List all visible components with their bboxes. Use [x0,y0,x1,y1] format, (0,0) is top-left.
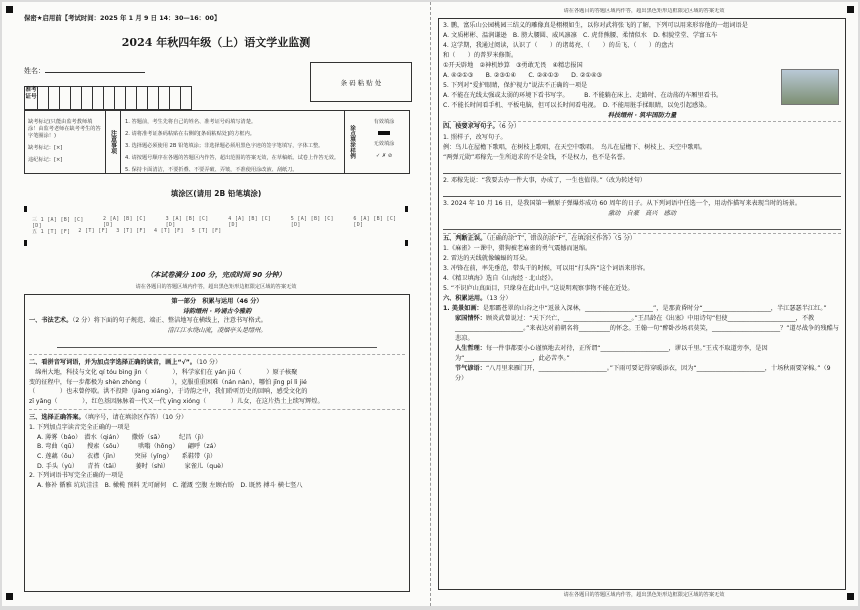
q3-1-option: C. 莲藕（ōu） 衣襟（jīn） 突屏（yǐng） 系鞋带（jì） [37,452,217,460]
q5-item: 1.《麻雀》一课中，猎狗被老麻雀的勇气震撼而退缩。 [443,244,592,252]
q3-5-option: A. 不能在光线太强或太弱的环境下看书写字。 B. 不能躺在床上、走路时、在动荡的车厢里看书。 [443,92,723,100]
q3-4-stem: 4. 这学期，我通过阅读，认识了（ ）的诸葛亮、（ ）的岳飞、（ ）的盘古 [443,42,674,50]
confidential-note: 保密★启用前【考试时间：2025 年 1 月 9 日 14：30—16：00】 [24,14,221,22]
choice-bubble-group[interactable] [291,216,346,229]
exam-id-cell[interactable] [126,86,137,110]
exam-id-grid[interactable] [24,86,192,110]
judge-bubble-group[interactable] [154,228,184,235]
judge-bubble-group[interactable] [32,228,70,235]
q6-2-text[interactable]: 顾炎武曾说过：“天下兴亡，______________________。”王昌龄在《出塞》中用诗句“但使______________________，不教______________________。”来表达对前朝名将__________的怀念。王翰一句“醉卧沙场君莫笑，______________________？”道尽战争的残酷与悲凉。 [455,315,839,343]
judge-bubble-group[interactable] [192,228,222,235]
notice-list [121,111,344,173]
judge-bubbles[interactable]: [T] [F] [47,229,71,235]
q5-text: （正确的涂“T”，错误的涂“F”，在填涂区作答）（5 分） [486,234,636,242]
q3-2-stem: 2. 下列词语书写完全正确的一项是 [29,472,124,480]
exam-id-cell[interactable] [170,86,181,110]
right-page [438,8,850,600]
notice-item: 5. 保持卡面清洁，不要折叠、不要弄破、弄皱，不准使用涂改液、刮纸刀。 [125,166,298,173]
q4-1-text: “两弹元勋”邓稼先一生所追求的不是金钱，不是权力，也不是名誉。 [443,153,629,161]
q4-title: 四、按要求写句子。 [443,123,499,131]
notice-item: 3. 选择题必须使用 2B 铅笔填涂；非选择题必须用黑色字迹的签字笔填写，字体工整。 [125,143,324,150]
exam-id-cell[interactable] [137,86,148,110]
judge-number: 3 [116,228,120,234]
exam-id-cell[interactable] [148,86,159,110]
fill-area[interactable] [24,204,408,248]
q3-1-options [29,433,405,471]
timing-mark [405,240,408,246]
q6-title: 六、积累运用。 [443,295,487,303]
choice-number: 4 [228,216,232,222]
q1-title: 一、书法艺术。 [29,317,73,325]
q4-1-example: 例：鸟儿在屋檐下歌唱，在树枝上歌唱，在天空中歌唱。 鸟儿在屋檐下、树枝上、天空中歌唱。 [443,143,706,151]
notice-item: 2. 请将准考证条码粘贴在右侧的[条码粘贴处]的方框内。 [125,131,255,138]
q5-item: 3. 冲锋在前，率先垂范，带头干的时候，可以用“打头阵”这个词语来形容。 [443,264,650,272]
exam-id-cell[interactable] [93,86,104,110]
bottom-note: 请在各题目的答题区域内作答，超出黑色矩形边框限定区域的答案无效 [563,592,725,598]
notice-item: 1. 答题前，考生先将自己的姓名、准考证号码填写清楚。 [125,119,257,126]
q3-1-option: B. 弯曲（qū） 搜索（sōu） 哄嗡（hōng） 翩呼（zá） [37,443,220,451]
q3-text: （填序号，请在填涂区作答）（10 分） [84,414,188,422]
answer-region-left [24,294,410,592]
part1-subtitle: 诗韵缙州 · 吟诵古今雅韵 [182,307,252,315]
q2-passage[interactable] [29,368,405,406]
q2-passage-line[interactable]: （ ）也未曾停歇。洪不投降（jiàng xiáng），于诗韵之中，我们聆听历史的回响，感受文化的 [29,388,308,396]
judge-bubbles[interactable]: [T] [F] [198,228,222,234]
judge-number: 5 [191,228,196,234]
answer-region-right [438,18,846,590]
notice-title: 注意事项 [106,111,121,173]
exam-id-cell[interactable] [104,86,115,110]
judge-bubble-row[interactable] [32,228,222,235]
section-subtitle: 科技缙州 · 筑牢国防力量 [607,112,677,120]
q4-3-answer-line[interactable] [443,221,841,230]
notice-item: 4. 请按题号顺序在各题的答题区内作答，超出范围的答案无效，在草稿纸、试卷上作答无效。 [125,155,340,161]
name-field[interactable] [24,66,145,76]
q3-4-options: A. ④②①③ B. ②③①④ C. ②④①③ D. ②①④③ [443,72,603,80]
q3-4-traits: ①开天辟地 ②神机妙算 ③勇敢无畏 ④精忠报国 [443,62,583,70]
choice-bubbles[interactable]: [A] [B] [C] [D] [165,216,209,228]
q2-title: 二、看拼音写词语，并为加点字选择正确的读音，画上“√”。 [29,359,196,367]
choice-bubbles[interactable]: [A] [B] [C] [D] [32,217,84,229]
choice-number: 3 [165,216,169,222]
choice-number: 6 [353,216,357,222]
exam-id-cell[interactable] [71,86,82,110]
q5-item: 5. “不识庐山真面目，只缘身在此山中。”这说明观察事物不能在近处。 [443,285,634,293]
answer-sheet [2,2,858,606]
timing-mark [24,206,27,212]
missing-mark[interactable]: 缺考标记：[×] [28,145,63,152]
q3-2-options: A. 修补 循雅 坑坑洼洼 B. 橄榄 预料 无可耐何 C. 灌溉 空腹 左顾右盼 D. 既然 搏斗 横七竖八 [37,481,303,489]
q5-items [443,244,841,294]
q4-1-stem: 1. 照样子，改写句子。 [443,133,507,141]
judge-number: 2 [78,228,82,234]
choice-number: 三 1 [32,217,44,223]
part1-title: 第一部分 积累与运用（46 分） [171,298,263,305]
judge-number: 4 [154,228,158,234]
judge-bubbles[interactable]: [T] [F] [160,228,184,234]
exam-id-cell[interactable] [115,86,126,110]
q6-1-text[interactable]: 是那霸苍翠的山谷之中“返景入深林，______________________”，是那黄昏时分“______________________，半江瑟瑟半江红。” [482,305,827,313]
q2-passage-line[interactable]: 变的征程中，每一步都极为 shèn zhòng（ ），克服重重困难（nán nàn），哪怕 jīng pí lì jié [29,378,307,386]
judge-number: 五 1 [32,229,44,235]
q5-item: 2. 雷达的天线就像蝙蝠的耳朵。 [443,254,532,262]
q4-score: （6 分） [498,123,521,131]
q3-4-stem-b: 和（ ）的普罗米修斯。 [443,52,518,60]
exam-id-cell[interactable] [82,86,93,110]
q6-4-text[interactable]: “八月里来雁门开，______________________。”下雨可要记得穿暖添衣，因为“______________________，十场秋雨要穿棉。”（9 分） [455,365,831,383]
judge-bubbles[interactable]: [T] [F] [122,228,146,234]
q3-title: 三、选择正确答案。 [29,414,85,422]
filled-bubble-icon [378,131,390,135]
q3-1-option: A. 薄雾（báo） 潜水（qián） 撒娇（sā） 纪昌（jì） [37,433,208,441]
q3-5-option: C. 不能长时间看手机、平板电脑，但可以长时间看电视。 D. 不能用脏手揉眼睛，以免引起感染。 [443,102,711,110]
q1-writing-line[interactable] [57,339,377,348]
barcode-area [310,62,412,102]
exam-id-cell[interactable] [49,86,60,110]
fill-example-panel [359,111,409,173]
violation-mark[interactable]: 违纪标记：[×] [28,157,63,164]
fill-invalid-label: 无效填涂 [373,141,395,148]
choice-bubbles[interactable]: [A] [B] [C] [D] [290,216,334,228]
choice-bubbles[interactable]: [A] [B] [C] [D] [228,216,272,228]
missing-note: 缺考标记(只能由监考教师填涂！由监考老师在缺考考生的答字笔圈涂！) [28,119,101,139]
q3-1-stem: 1. 下列加点字读音完全正确的一项是 [29,424,130,432]
exam-info: （本试卷满分 100 分，完成时间 90 分钟） [146,271,286,279]
exam-id-cell[interactable] [159,86,170,110]
q6-3-text[interactable]: 每一件事都要小心谨慎地去对待，正所谓“______________________，谬以千里。”王戎不取道旁李，是因为“______________________，此必苦李。” [455,345,768,363]
q3-5-stem: 5. 下列对“爱护眼睛，保护视力”说法不正确的一项是 [443,82,588,90]
exam-id-cell[interactable] [38,86,49,110]
q6-1-label: 1. 美景如画： [443,305,483,313]
q4-3-words: 激动 自豪 高兴 感动 [607,209,677,217]
area-note: 请在各题目的答题区域内作答，超出黑色矩形边框限定区域的答案无效 [135,284,297,290]
q2-passage-line[interactable]: zī yǎng（ ），红色基因脉脉着一代又一代 yīng xióng（ ）儿女，在这片热土上续写辉煌。 [29,397,324,405]
instructions-block [24,110,410,174]
q6-3-label: 人生哲理： [455,345,486,353]
judge-bubbles[interactable]: [T] [F] [85,228,109,234]
q5-title: 五、判断正误。 [443,234,487,242]
invalid-bubbles-icon: ✓ ✗ ⊘ [375,153,393,160]
fill-valid-label: 有效填涂 [373,119,395,126]
exam-id-cell[interactable] [60,86,71,110]
exam-id-cell[interactable] [181,86,192,110]
q5-item: 4.《精卫填海》选自《山海经 · 北山经》。 [443,274,557,282]
q1-text: （2 分）将下面的句子规范、端正、整洁地写在横线上，注意书写格式。 [72,317,267,325]
q3-3-stem: 3. 鹏，富乐山公园桃园三结义的雕像真是栩栩如生，以你对武将张飞的了解，下列可以用来形容他的一组词语是 [443,22,748,29]
choice-bubbles[interactable]: [A] [B] [C] [D] [353,216,397,228]
barcode-label: 条 码 粘 贴 处 [340,78,382,87]
timing-mark [24,240,27,246]
left-page [10,8,422,600]
q2-score: （10 分） [195,359,222,367]
name-label: 姓名： [24,67,45,75]
q6-2-label: 家国情怀： [455,315,486,323]
exam-id-label: 准考证号 [24,86,38,110]
q4-2-stem: 2. 邓稼先说：“我要去办一件大事，办成了，一生也值得。”（改为转述句） [443,176,646,184]
q6-4-label: 节气谚语： [455,365,486,373]
top-note: 请在各题目的答题区域内作答，超出黑色矩形边框限定区域的答案无效 [563,8,725,14]
choice-number: 2 [102,216,107,222]
q4-2-answer-line[interactable] [443,188,841,197]
timing-mark [405,206,408,212]
q3-1-option: D. 手头（yù） 青苔（tāi） 萎时（shì） 家雀儿（què） [37,462,228,470]
page-fold-line [430,2,431,606]
q4-1-answer-line[interactable] [443,165,841,174]
missing-mark-panel [25,111,106,173]
q2-passage-line[interactable]: 绵州大地，科技与文化 qí tóu bìng jìn（ ），科学家们在 yán jiū（ ）原子核聚 [29,369,298,377]
q3-3-options: A. 文质彬彬、温润谦逊 B. 膀大腰圆、威风凛凛 C. 虎背熊腰、柔情似水 D. 相貌堂堂、学富五车 [443,32,718,40]
q6-score: （13 分） [486,295,512,303]
choice-number: 5 [290,216,295,222]
temple-photo [781,69,839,105]
fill-example-title: 涂点填涂样例 [344,111,359,173]
q1-verse: 涪江江水绕山流，凌烟亭头是缙州。 [167,326,267,334]
choice-bubble-group[interactable] [353,216,408,229]
choice-bubbles[interactable]: [A] [B] [C] [D] [102,216,147,228]
judge-bubble-group[interactable] [116,228,146,235]
name-input-line[interactable] [45,66,145,73]
exam-title: 2024 年秋四年级（上）语文学业监测 [121,36,311,49]
q4-3-stem: 3. 2024 年 10 月 16 日，是我国第一颗原子弹爆炸成功 60 周年的日子。从下列词语中任选一个，用动作描写来表现当时的场景。 [443,199,802,207]
fill-area-title: 填涂区(请用 2B 铅笔填涂) [170,189,262,198]
choice-bubble-group[interactable] [228,216,283,229]
judge-bubble-group[interactable] [78,228,108,235]
